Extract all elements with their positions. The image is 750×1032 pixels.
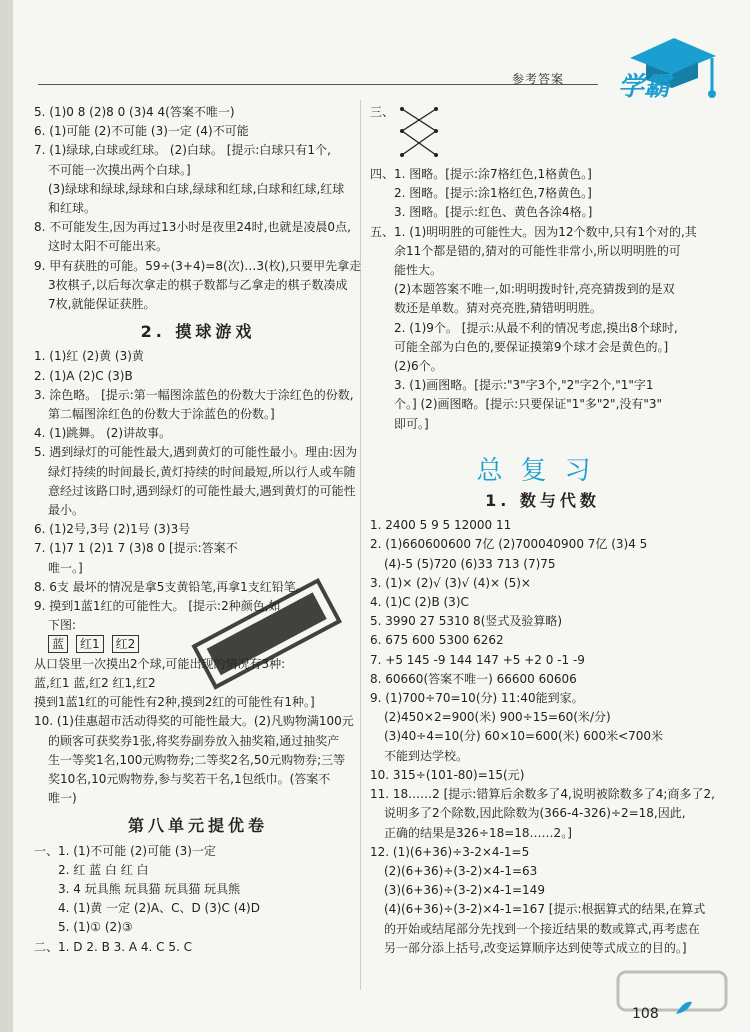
answer-line: 8. 60660(答案不唯一) 66600 60606 bbox=[370, 671, 577, 686]
answer-line: 8. 不可能发生,因为再过13小时是夜里24时,也就是凌晨0点, bbox=[34, 220, 351, 235]
answer-line: 5. (1)① (2)③ bbox=[58, 920, 133, 935]
answer-line: 2. (1)660600600 7亿 (2)700040900 7亿 (3)4 5 bbox=[370, 537, 648, 552]
answer-line: 3. 涂色略。 [提示:第一幅图涂蓝色的份数大于涂红色的份数, bbox=[34, 387, 354, 402]
answer-line: 这时太阳不可能出来。 bbox=[48, 239, 169, 254]
answer-line: 绿灯持续的时间最长,黄灯持续的时间最短,所以行人或车随 bbox=[48, 464, 356, 479]
answer-line: 6. 675 600 5300 6262 bbox=[370, 633, 504, 648]
answer-line: 9. 甲有获胜的可能。59÷(3+4)=8(次)…3(枚),只要甲先拿走 bbox=[34, 258, 362, 273]
answer-line: 从口袋里一次摸出2个球,可能出现的情况有3种: bbox=[34, 656, 286, 671]
answer-line: 10. 315÷(101-80)=15(元) bbox=[370, 767, 525, 782]
answer-line: 2. (1)9个。 [提示:从最不利的情况考虑,摸出8个球时, bbox=[394, 320, 678, 335]
answer-line: 4. (1)跳舞。 (2)讲故事。 bbox=[34, 426, 172, 441]
answer-line: 说明多了2个除数,因此除数为(366-4-326)÷2=18,因此, bbox=[384, 806, 686, 821]
answer-line: 11. 18……2 [提示:错算后余数多了4,说明被除数多了4;商多了2, bbox=[370, 787, 715, 802]
answer-line: 6. (1)2号,3号 (2)1号 (3)3号 bbox=[34, 522, 191, 537]
answer-line: 另一部分添上括号,改变运算顺序达到使等式成立的目的。] bbox=[384, 940, 687, 955]
watermark-stamp bbox=[180, 560, 360, 720]
answer-line: 7. (1)7 1 (2)1 7 (3)8 0 [提示:答案不 bbox=[34, 541, 238, 556]
answer-line: 3. (1)画图略。[提示:"3"字3个,"2"字2个,"1"字1 bbox=[394, 378, 654, 393]
answer-line: (3)绿球和绿球,绿球和白球,绿球和红球,白球和红球,红球 bbox=[48, 181, 345, 196]
answer-line: 5. (1)0 8 (2)8 0 (3)4 4(答案不唯一) bbox=[34, 105, 235, 119]
question-number: 三、 bbox=[370, 105, 395, 119]
page-margin-strip bbox=[0, 0, 13, 1032]
answer-line: 生一等奖1名,100元购物券;二等奖2名,50元购物券;三等 bbox=[48, 752, 346, 767]
answer-line: 即可。] bbox=[394, 416, 429, 431]
answer-line: 个。] (2)画图略。[提示:只要保证"1"多"2",没有"3" bbox=[394, 397, 663, 412]
answer-line: 蓝,红1 蓝,红2 红1,红2 bbox=[34, 675, 156, 690]
answer-line: 四、1. 图略。[提示:涂7格红色,1格黄色。] bbox=[370, 167, 592, 181]
answer-line: 8. 6支 最坏的情况是拿5支黄铅笔,再拿1支红铅笔。 bbox=[34, 579, 308, 594]
answer-line: 摸到1蓝1红的可能性有2种,摸到2红的可能性有1种。] bbox=[34, 695, 315, 710]
matching-dot bbox=[400, 153, 404, 157]
answer-line: 9. (1)700÷70=10(分) 11:40能到家。 bbox=[370, 691, 584, 706]
answer-line: 唯一。] bbox=[48, 560, 83, 575]
answer-line: 9. 摸到1蓝1红的可能性大。 [提示:2种颜色,如 bbox=[34, 599, 281, 614]
answer-line: 12. (1)(6+36)÷3-2×4-1=5 bbox=[370, 844, 530, 859]
answer-line: 最小。 bbox=[48, 503, 85, 518]
answer-line: (4)(6+36)÷(3-2)×4-1=167 [提示:根据算式的结果,在算式 bbox=[384, 902, 706, 917]
answer-line: 3. (1)× (2)√ (3)√ (4)× (5)× bbox=[370, 575, 531, 590]
corner-watermark-logo bbox=[612, 952, 732, 1022]
answer-line: 6. (1)可能 (2)不可能 (3)一定 (4)不可能 bbox=[34, 124, 249, 139]
answer-line: 奖10名,10元购物券,参与奖若干名,1包纸巾。(答案不 bbox=[48, 771, 331, 786]
answer-line: 2. 红 蓝 白 红 白 bbox=[58, 862, 149, 877]
color-box: 红1 bbox=[76, 635, 104, 653]
answer-line: 3. 4 玩具熊 玩具猫 玩具猫 玩具熊 bbox=[58, 881, 241, 896]
answer-line: 4. (1)黄 一定 (2)A、C、D (3)C (4)D bbox=[58, 901, 260, 916]
answer-line: 数还是单数。猜对亮亮胜,猜错明明胜。 bbox=[394, 301, 602, 316]
answer-line: 7枚,就能保证获胜。 bbox=[48, 297, 156, 312]
left-column bbox=[34, 103, 362, 957]
answer-line: (2)本题答案不唯一,如:明明拨时针,亮亮猜拨到的是双 bbox=[394, 282, 675, 297]
answer-line: 不可能一次摸出两个白球。] bbox=[48, 162, 191, 177]
answer-line: 意经过该路口时,遇到绿灯的可能性最大,遇到黄灯的可能性 bbox=[48, 483, 356, 498]
answer-line: 5. 遇到绿灯的可能性最大,遇到黄灯的可能性最小。理由:因为 bbox=[34, 445, 358, 460]
section-title: 第八单元提优卷 bbox=[127, 816, 268, 836]
answer-line: 唯一) bbox=[48, 791, 77, 806]
answer-line: 2. 图略。[提示:涂1格红色,7格黄色。] bbox=[394, 186, 592, 201]
answer-line: 2. (1)A (2)C (3)B bbox=[34, 368, 133, 383]
leaf-icon bbox=[674, 1000, 694, 1016]
matching-dot bbox=[400, 129, 404, 133]
answer-line: 能性大。 bbox=[394, 263, 443, 278]
answer-line: 五、1. (1)明明胜的可能性大。因为12个数中,只有1个对的,其 bbox=[370, 224, 697, 239]
header-label: 参考答案 bbox=[512, 72, 565, 86]
answer-line: 4. (1)C (2)B (3)C bbox=[370, 595, 469, 610]
answer-line: 正确的结果是326÷18=18……2。] bbox=[384, 825, 572, 840]
section-title: 2. 摸球游戏 bbox=[140, 322, 256, 342]
answer-line: 和红球。 bbox=[48, 201, 97, 216]
answer-line: (3)40÷4=10(分) 60×10=600(米) 600米<700米 bbox=[384, 729, 664, 744]
answer-line: 3. 图略。[提示:红色、黄色各涂4格。] bbox=[394, 205, 593, 220]
answer-line: 7. +5 145 -9 144 147 +5 +2 0 -1 -9 bbox=[370, 652, 585, 667]
page-number: 108 bbox=[632, 1006, 659, 1022]
matching-dot bbox=[434, 153, 438, 157]
answer-line: 的顾客可获奖券1张,将奖券副券放入抽奖箱,通过抽奖产 bbox=[48, 733, 340, 748]
answer-line: (2)6个。 bbox=[394, 359, 443, 374]
answer-line: 可能全部为白色的,要保证摸第9个球才会是黄色的。] bbox=[394, 339, 669, 354]
answer-line: (4)-5 (5)720 (6)33 713 (7)75 bbox=[384, 556, 556, 571]
answer-line: 余11个都是错的,猜对的可能性非常小,所以明明胜的可 bbox=[394, 243, 681, 258]
answer-line: 二、1. D 2. B 3. A 4. C 5. C bbox=[34, 939, 193, 954]
matching-lines-diagram bbox=[394, 103, 444, 161]
answer-line: 的开始或结尾部分先找到一个接近结果的数或算式,再考虑在 bbox=[384, 921, 700, 936]
answer-line: 1. (1)红 (2)黄 (3)黄 bbox=[34, 349, 144, 364]
answer-line: 1. 2400 5 9 5 12000 11 bbox=[370, 518, 512, 533]
answer-line: 不能到达学校。 bbox=[384, 748, 469, 763]
answer-line: 10. (1)佳惠超市活动得奖的可能性最大。(2)凡购物满100元 bbox=[34, 714, 354, 729]
matching-dot bbox=[434, 129, 438, 133]
answer-line: 一、1. (1)不可能 (2)可能 (3)一定 bbox=[34, 843, 216, 858]
answer-line: (2)450×2=900(米) 900÷15=60(米/分) bbox=[384, 710, 611, 725]
matching-dot bbox=[434, 107, 438, 111]
color-box: 蓝 bbox=[48, 635, 68, 653]
chapter-title: 总复习 bbox=[476, 455, 609, 486]
answer-line: (3)(6+36)÷(3-2)×4-1=149 bbox=[384, 883, 545, 898]
matching-answer bbox=[370, 103, 715, 165]
answer-line: 第二幅图涂红色的份数大于涂蓝色的份数。] bbox=[48, 407, 275, 422]
answer-line: 下图: bbox=[48, 618, 77, 633]
matching-dot bbox=[400, 107, 404, 111]
answer-line: 3枚棋子,以后每次拿走的棋子数都与乙拿走的棋子数凑成 bbox=[48, 277, 348, 292]
answer-line: (2)(6+36)÷(3-2)×4-1=63 bbox=[384, 863, 538, 878]
answer-line: 7. (1)绿球,白球或红球。 (2)白球。 [提示:白球只有1个, bbox=[34, 143, 331, 158]
brand-logo-text: 学霸 bbox=[618, 72, 671, 102]
answer-line: 5. 3990 27 5310 8(竖式及验算略) bbox=[370, 614, 563, 629]
section-title: 1. 数与代数 bbox=[485, 491, 600, 511]
color-box: 红2 bbox=[112, 635, 140, 653]
right-column bbox=[370, 103, 715, 958]
